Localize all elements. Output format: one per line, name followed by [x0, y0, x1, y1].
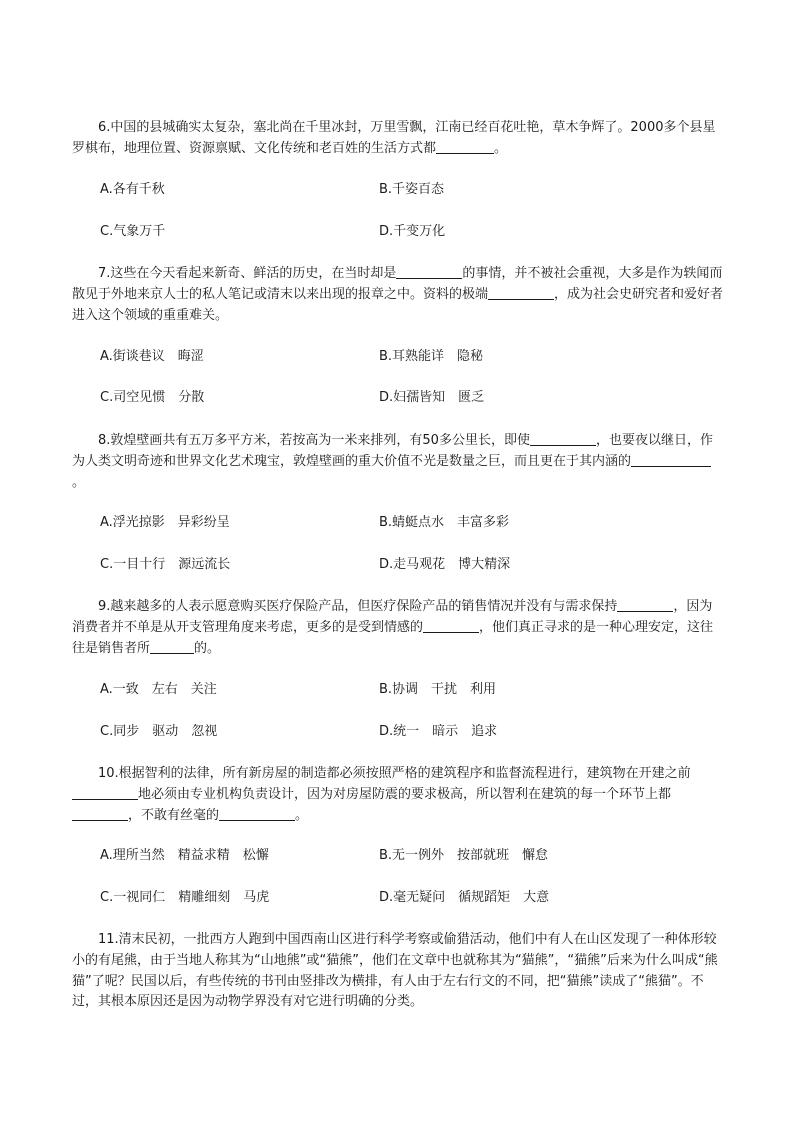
question-text: ，不敢有丝毫的: [128, 807, 220, 823]
option-d: D.走马观花 博大精深: [379, 557, 511, 572]
question-text: 8.敦煌壁画共有五万多平方米，若按高为一米来排列，有50多公里长，即使: [98, 433, 530, 448]
question-text: ，成为社会史研究者和爱好者进入这个领域的重重难关。: [72, 286, 724, 323]
option-c: C.司空见惯 分散: [100, 390, 205, 405]
option-c: C.一目十行 源远流长: [100, 557, 231, 572]
question-text: ，他们真正寻求的是一种心理安定，这往往是销售者所: [72, 619, 714, 656]
answer-blank: [617, 597, 673, 612]
option-a: A.一致 左右 关注: [100, 682, 217, 697]
option-b: B.无一例外 按部就班 懈怠: [379, 848, 549, 863]
option-b: B.千姿百态: [379, 182, 445, 197]
question-9: [72, 597, 724, 659]
answer-blank: [436, 139, 494, 154]
answer-blank: [631, 452, 711, 467]
option-b: B.耳熟能详 隐秘: [379, 349, 484, 364]
option-a: A.理所当然 精益求精 松懈: [100, 848, 269, 863]
option-d: D.妇孺皆知 匮乏: [379, 390, 485, 405]
option-a: A.浮光掠影 异彩纷呈: [100, 515, 230, 530]
option-d: D.毫无疑问 循规蹈矩 大意: [379, 890, 550, 905]
option-c: C.同步 驱动 忽视: [100, 724, 218, 739]
answer-blank: [396, 264, 462, 279]
question-text: 。: [494, 140, 508, 156]
question-8: [72, 431, 724, 493]
answer-blank: [488, 285, 554, 300]
question-7: [72, 264, 724, 326]
question-text: 10.根据智利的法律，所有新房屋的制造都必须按照严格的建筑程序和监督流程进行，建筑物在开建之前: [98, 766, 691, 781]
question-11: [72, 930, 724, 1013]
question-text: ，因为消费者并不单是从开支管理角度来考虑，更多的是受到情感的: [72, 599, 713, 635]
option-d: D.统一 暗示 追求: [379, 724, 498, 739]
question-10: [72, 764, 724, 826]
question-text: 11.清末民初，一批西方人跑到中国西南山区进行科学考察或偷猎活动，他们中有人在山区发现了一种体形较小的有尾熊，由于当地人称其为“山地熊”或“猫熊”，他们在文章中也就称其为“猫熊”，“猫熊”后来为什么叫成“熊猫”了呢？民国以后，有些传统的书刊由竖排改为横排，有人由于左右行文的不同，把“猫熊”读成了“熊猫”。不过，其根本原因还是因为动物学界没有对它进行明确的分类。: [72, 932, 718, 1010]
option-c: C.气象万千: [100, 224, 166, 239]
answer-blank: [423, 618, 479, 633]
answer-blank: [150, 639, 194, 654]
question-text: 地必须由专业机构负责设计，因为对房屋防震的要求极高，所以智利在建筑的每一个环节上都: [138, 786, 672, 802]
option-d: D.千变万化: [379, 224, 446, 239]
question-text: 的。: [194, 640, 221, 656]
option-c: C.一视同仁 精雕细刻 马虎: [100, 890, 270, 905]
answer-blank: [530, 431, 596, 446]
option-b: B.蜻蜓点水 丰富多彩: [379, 515, 510, 530]
answer-blank: [219, 806, 295, 821]
option-a: A.街谈巷议 晦涩: [100, 349, 204, 364]
question-text: 的事情，并不被社会重视，大多是作为轶闻而散见于外地来京人士的私人笔记或清末以来出现的报章之中。资料的极端: [72, 266, 723, 302]
question-text: ，也要夜以继日，作为人类文明奇迹和世界文化艺术瑰宝，敦煌壁画的重大价值不光是数量之巨，而且更在于其内涵的: [72, 433, 713, 469]
question-text: 。: [72, 474, 86, 490]
question-6: [72, 118, 724, 160]
question-text: 。: [295, 807, 309, 823]
answer-blank: [72, 806, 128, 821]
question-text: 7.这些在今天看起来新奇、鲜活的历史，在当时却是: [98, 266, 397, 281]
question-text: 9.越来越多的人表示愿意购买医疗保险产品，但医疗保险产品的销售情况并没有与需求保持: [98, 599, 618, 614]
option-a: A.各有千秋: [100, 182, 165, 197]
answer-blank: [72, 785, 138, 800]
option-b: B.协调 干扰 利用: [379, 682, 497, 697]
question-text: 6.中国的县城确实太复杂，塞北尚在千里冰封，万里雪飘，江南已经百花吐艳，草木争辉了。2000多个县星罗棋布，地理位置、资源禀赋、文化传统和老百姓的生活方式都: [72, 120, 716, 156]
